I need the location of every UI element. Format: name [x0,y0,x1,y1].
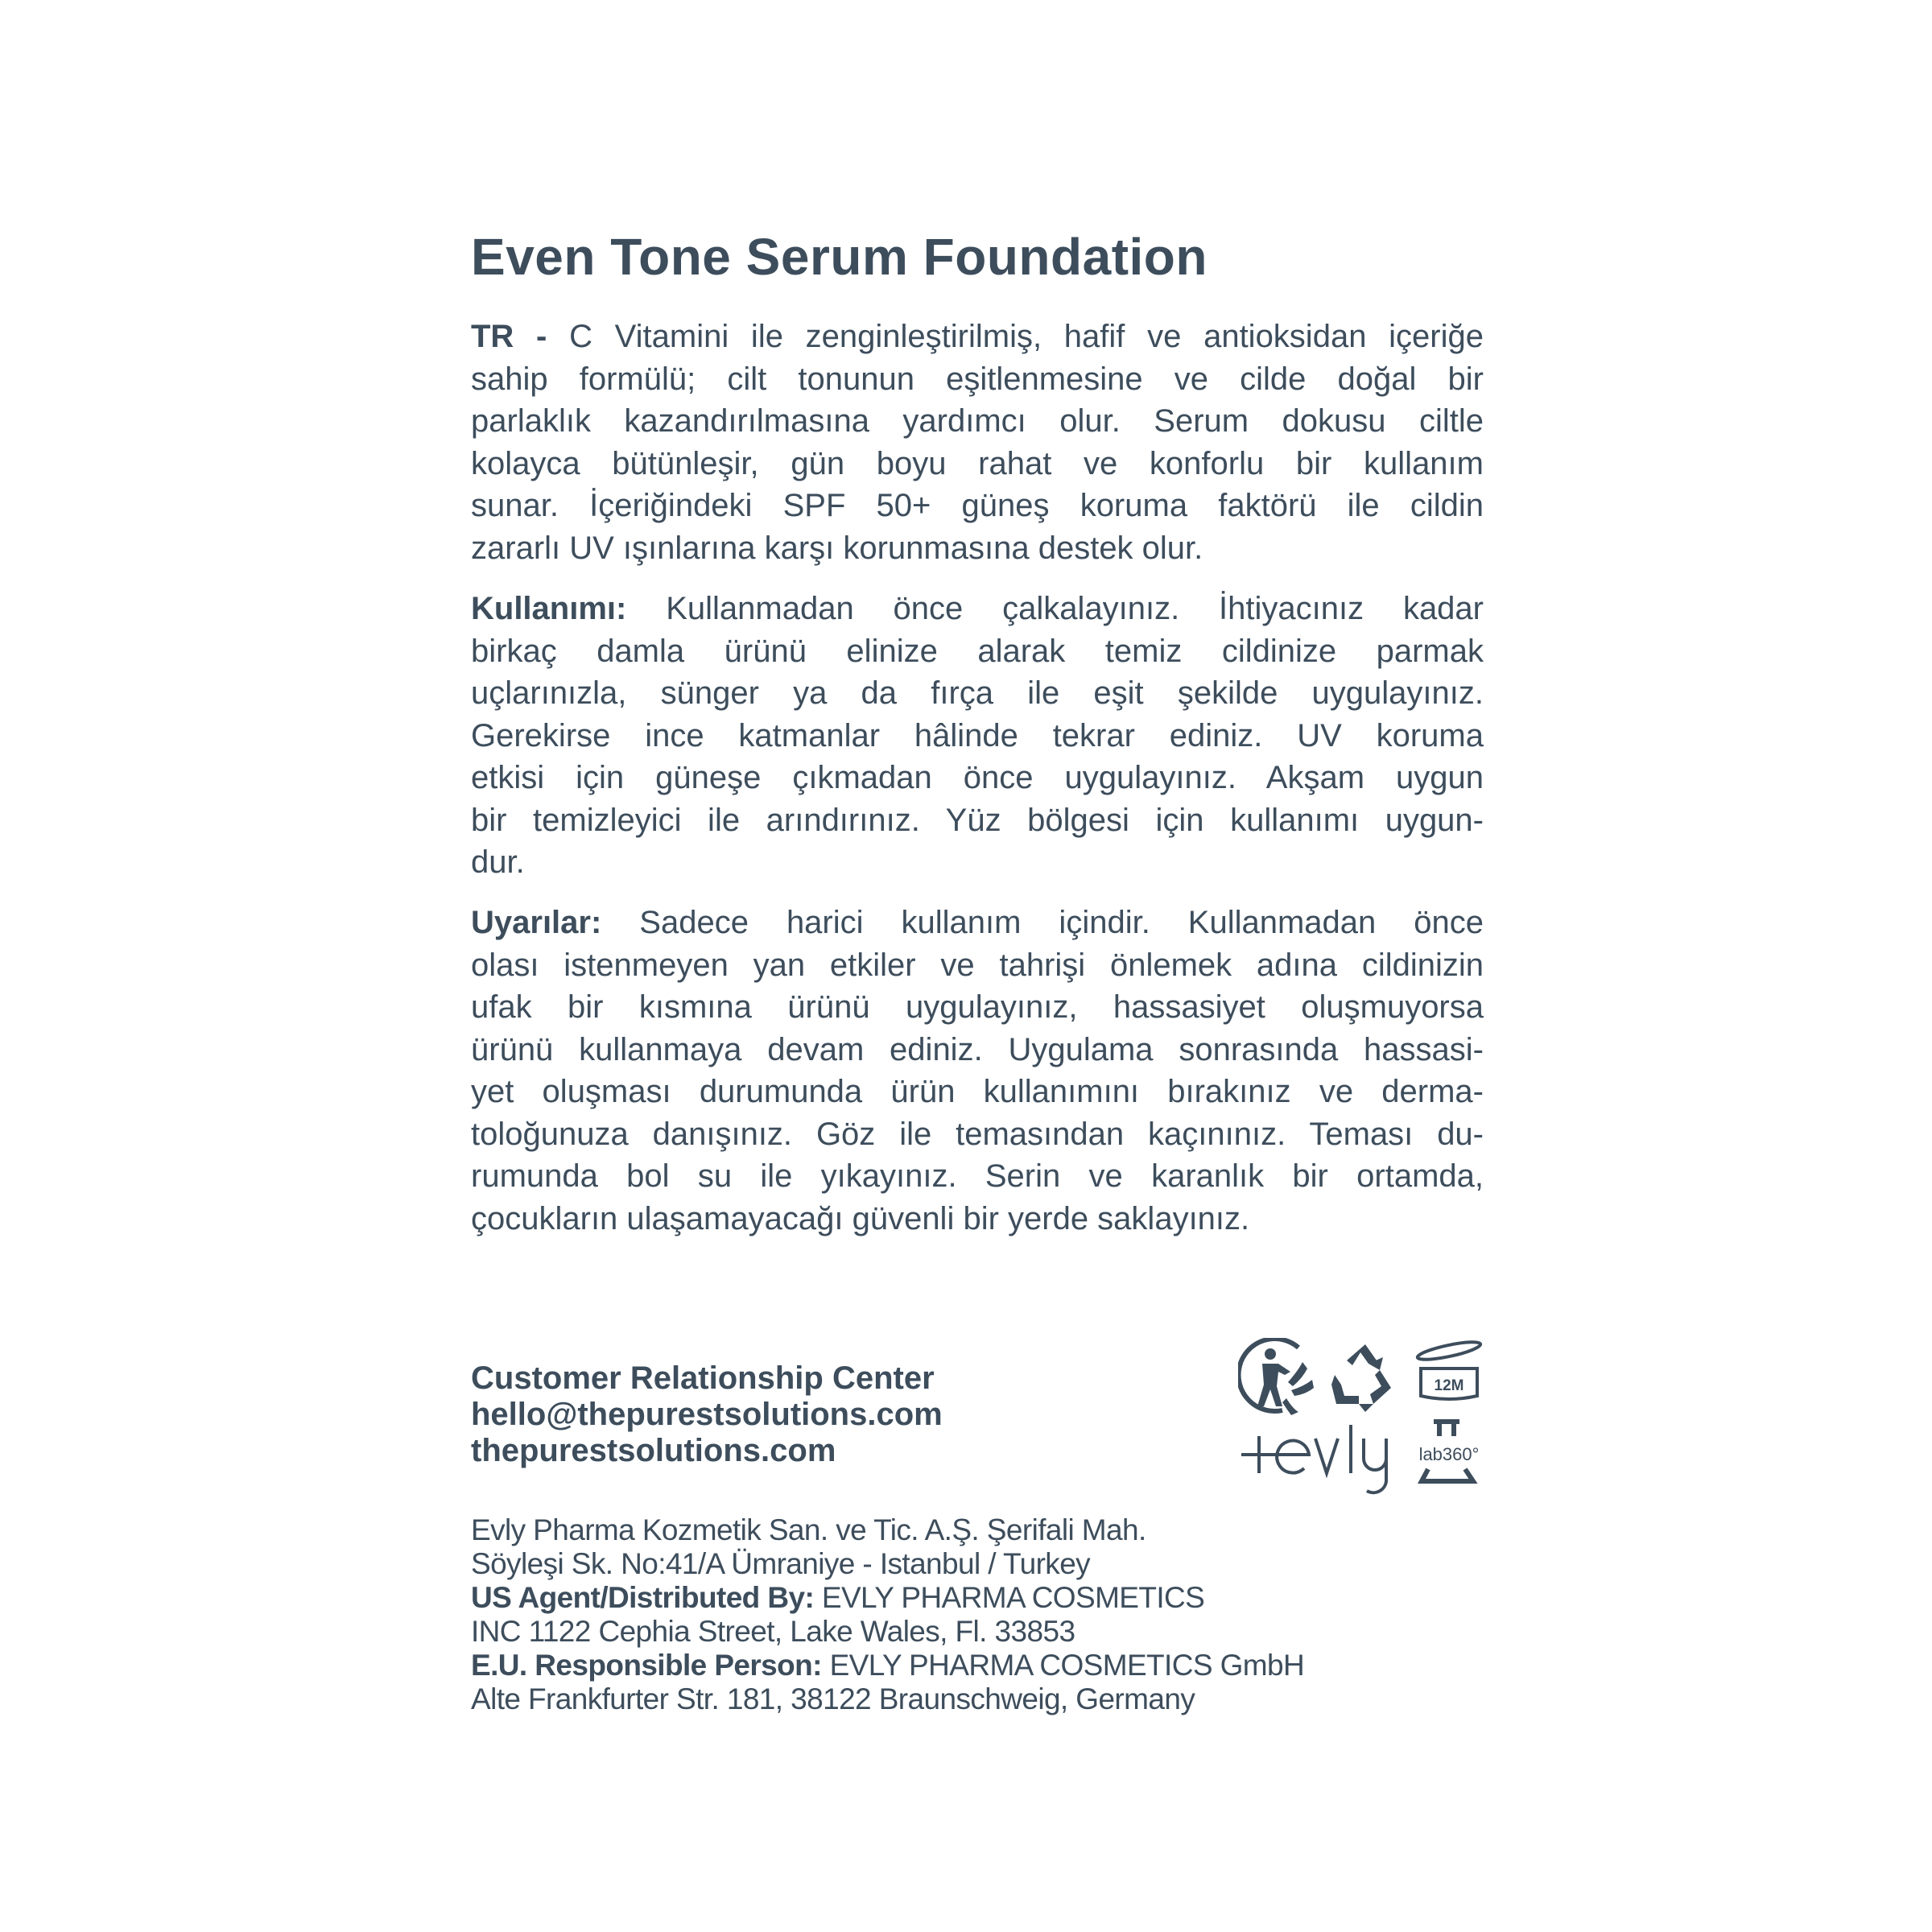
period-after-opening-icon [1416,1339,1481,1399]
contact-website: thepurestsolutions.com [471,1433,836,1468]
lab360-logo [1419,1422,1480,1481]
line-text: bir temizleyici ile arındırınız. Yüz bölgesi için kullanımı uygun- [471,802,1484,838]
recycle-icon [1331,1344,1391,1412]
company-address [471,1513,1304,1716]
description-tr [471,316,1484,569]
line-text: ürünü kullanmaya devam ediniz. Uygulama sonrasında hassasi- [471,1031,1484,1067]
address-line: INC 1122 Cephia Street, Lake Wales, Fl. 33853 [471,1615,1075,1648]
packaging-symbols [1238,1338,1488,1507]
text-line [471,902,1484,944]
line-text: sunar. İçeriğindeki SPF 50+ güneş koruma faktörü ile cildin [471,488,1484,523]
section-label: Kullanımı: [471,591,627,626]
section-label: Uyarılar: [471,905,602,940]
line-text: olası istenmeyen yan etkiler ve tahrişi önlemek adına cildinizin [471,947,1484,983]
warnings-section [471,902,1484,1240]
address-line: Söyleşi Sk. No:41/A Ümraniye - Istanbul / Turkey [471,1547,1091,1580]
pao-label: 12M [1434,1377,1464,1394]
eu-person-value: EVLY PHARMA COSMETICS GmbH [829,1649,1305,1682]
text-line [471,986,1484,1029]
line-text: çocukların ulaşamayacağı güvenli bir yerde saklayınız. [471,1200,1250,1236]
text-line [471,588,1484,630]
line-text: birkaç damla ürünü elinize alarak temiz cildinize parmak [471,633,1484,669]
text-line [471,799,1484,842]
us-agent-line [471,1581,1304,1615]
product-title: Even Tone Serum Foundation [471,228,1208,286]
line-text: C Vitamini ile zenginleştirilmiş, hafif ve antioksidan içeriğe [569,319,1484,354]
us-agent-label: US Agent/Distributed By: [471,1581,815,1614]
text-line [471,400,1484,443]
usage-section [471,588,1484,884]
text-line [471,1029,1484,1071]
text-line [471,630,1484,673]
line-text: zararlı UV ışınlarına karşı korunmasına destek olur. [471,530,1203,566]
text-line [471,1113,1484,1156]
contact-heading: Customer Relationship Center [471,1360,935,1396]
address-line: Evly Pharma Kozmetik San. ve Tic. A.Ş. Şerifali Mah. [471,1513,1146,1546]
text-line [471,672,1484,715]
line-text: ufak bir kısmına ürünü uygulayınız, hassasiyet oluşmuyorsa [471,989,1484,1025]
evly-logo [1241,1425,1386,1492]
line-text: dur. [471,844,525,880]
us-agent-value: EVLY PHARMA COSMETICS [821,1581,1205,1614]
triman-sorting-icon [1239,1339,1314,1415]
text-line [471,316,1484,358]
line-text: Gerekirse ince katmanlar hâlinde tekrar ediniz. UV koruma [471,717,1484,753]
eu-person-label: E.U. Responsible Person: [471,1649,822,1682]
line-text: Kullanmadan önce çalkalayınız. İhtiyacınız kadar [666,591,1484,626]
line-text: Sadece harici kullanım içindir. Kullanmadan önce [639,905,1484,940]
text-line [471,841,1484,884]
text-line [471,757,1484,799]
contact-email: hello@thepurestsolutions.com [471,1397,943,1432]
line-text: etkisi için güneşe çıkmadan önce uygulayınız. Akşam uygun [471,760,1484,795]
line-text: sahip formülü; cilt tonunun eşitlenmesine ve cilde doğal bir [471,361,1484,397]
customer-contact [471,1360,943,1469]
text-line [471,944,1484,987]
text-line [471,358,1484,401]
line-text: rumunda bol su ile yıkayınız. Serin ve karanlık bir ortamda, [471,1158,1484,1194]
text-line [471,443,1484,485]
line-text: uçlarınızla, sünger ya da fırça ile eşit şekilde uygulayınız. [471,675,1484,711]
text-line [471,527,1484,570]
line-text: kolayca bütünleşir, gün boyu rahat ve konforlu bir kullanım [471,445,1484,481]
line-text: parlaklık kazandırılmasına yardımcı olur. Serum dokusu ciltle [471,403,1484,439]
text-line [471,715,1484,758]
text-line [471,485,1484,527]
section-label: TR - [471,319,547,354]
line-text: toloğunuza danışınız. Göz ile temasından kaçınınız. Teması du- [471,1116,1484,1152]
address-line: Alte Frankfurter Str. 181, 38122 Braunschweig, Germany [471,1682,1195,1715]
text-line [471,1155,1484,1198]
text-line [471,1071,1484,1113]
lab360-text: lab360° [1418,1444,1480,1464]
line-text: yet oluşması durumunda ürün kullanımını bırakınız ve derma- [471,1074,1484,1109]
eu-person-line [471,1649,1304,1682]
text-line [471,1198,1484,1241]
